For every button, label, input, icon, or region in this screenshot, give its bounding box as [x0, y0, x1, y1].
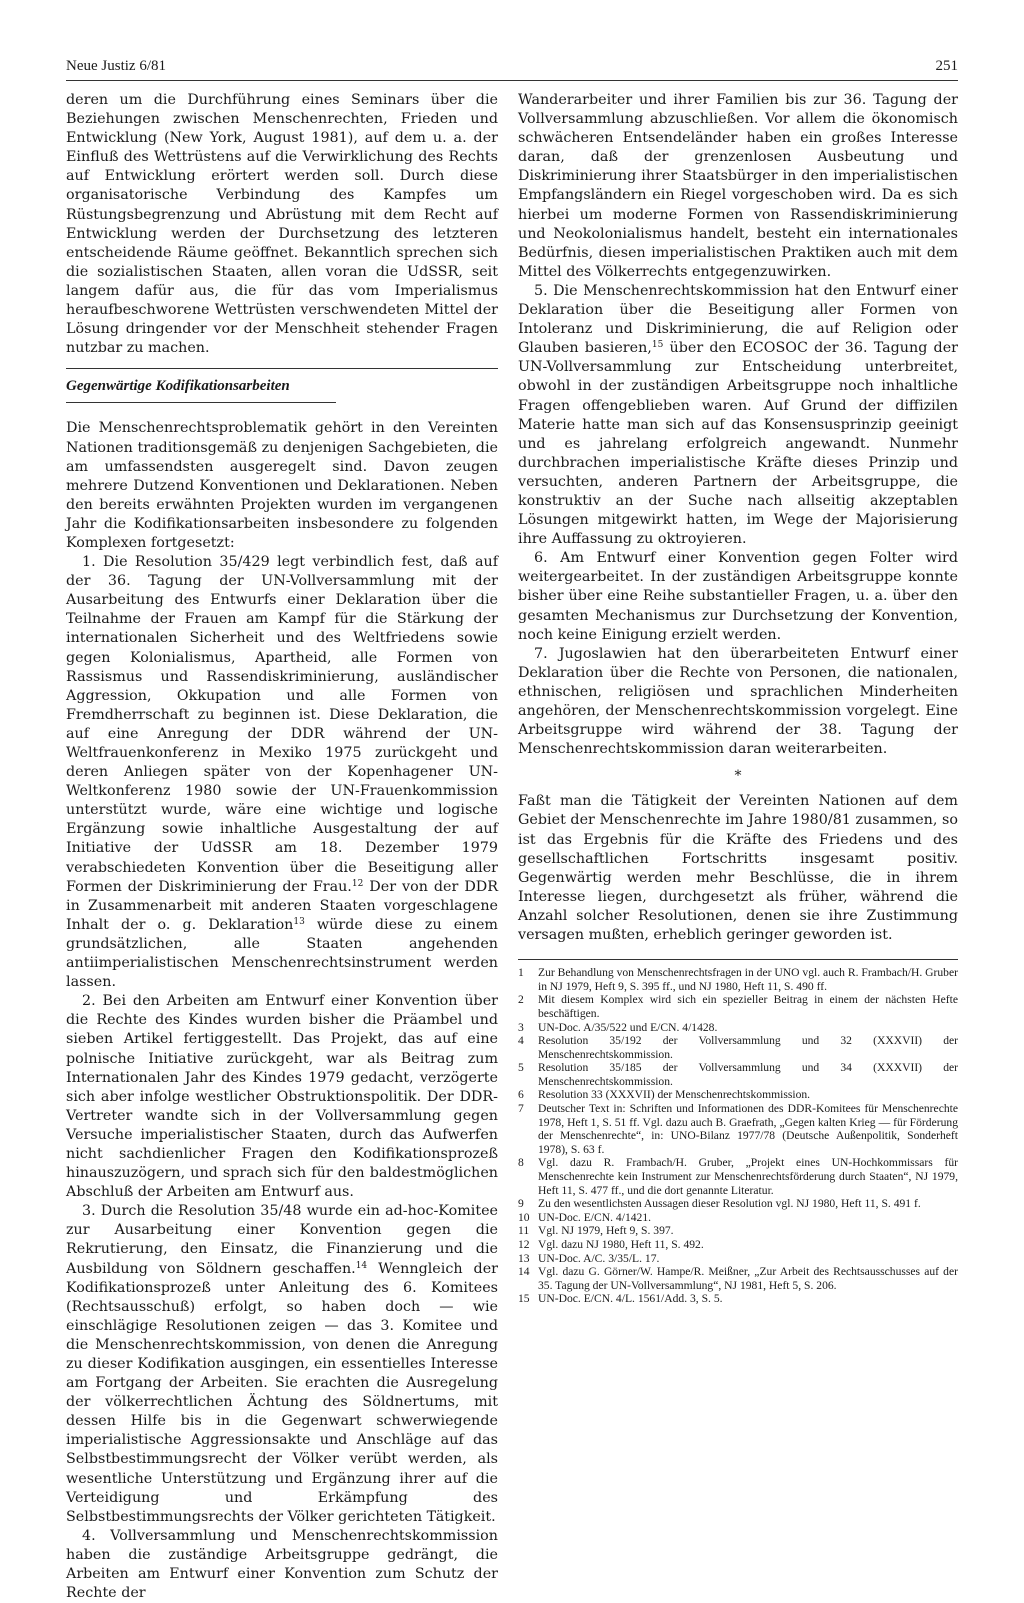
footnote-item [518, 1211, 958, 1225]
left-column [66, 91, 498, 1603]
paragraph: deren um die Durchführung eines Seminars über die Beziehungen zwischen Menschenrechten, Frieden und Entwicklung (New York, August 1981), auf dem u. a. der Einfluß des Wettrüstens auf die Verwirklichung des Rechts auf Entwicklung erörtert werden soll. Durch diese organisatorische Verbindung des Kampfes um Rüstungsbegrenzung und Abrüstung mit dem Recht auf Entwicklung werden der Durchsetzung des letzteren entscheidende Räume geöffnet. Bekanntlich sprechen sich die sozialistischen Staaten, allen voran die UdSSR, seit langem dafür aus, die für das vom Imperialismus heraufbeschworene Wettrüsten verschwendeten Mittel der Lösung dringender vor der Menschheit stehender Fragen nutzbar zu machen. [66, 92, 498, 357]
footnote-text: UN-Doc. E/CN. 4/1421. [538, 1210, 652, 1224]
footnote-rule [518, 959, 958, 960]
right-column [518, 91, 958, 1306]
footnote-item [518, 1088, 958, 1102]
paragraph: Die Menschenrechtsproblematik gehört in den Vereinten Nationen traditionsgemäß zu denjenigen Sachgebieten, die am umfassendsten ausgeregelt sind. Davon zeugen mehrere Dutzend Konventionen und Deklarationen. Neben den bereits erwähnten Projekten wurden im vergangenen Jahr die Kodifikationsarbeiten insbesondere zu folgenden Komplexen fortgesetzt: [66, 420, 498, 551]
paragraph [66, 553, 498, 992]
footnote-item [518, 1238, 958, 1252]
header-rule [66, 80, 958, 81]
footnote-text: UN-Doc. A/35/522 und E/CN. 4/1428. [538, 1020, 718, 1034]
footnotes [518, 966, 958, 1306]
footnote-number: 13 [518, 1251, 530, 1265]
footnote-item [518, 1102, 958, 1156]
footnote-number: 10 [518, 1210, 530, 1224]
footnote-number: 6 [518, 1088, 524, 1102]
paragraph: 2. Bei den Arbeiten am Entwurf einer Konvention über die Rechte des Kindes wurden bisher die Präambel und sieben Artikel fertiggestellt. Das Projekt, das auf eine polnische Initiative zurückgeht, war als Beitrag zum Internationalen Jahr des Kindes 1979 gedacht, verzögerte sich aber infolge westlicher Obstruktionspolitik. Der DDR-Vertreter wandte sich in der Vollversammlung gegen Versuche imperialistischer Staaten, durch das Aufwerfen nicht sachdienlicher Fragen den Kodifikationsprozeß hinauszuzögern, und sprach sich für den baldestmöglichen Abschluß der Arbeiten am Entwurf aus. [66, 993, 498, 1201]
footnote-number: 15 [518, 1292, 530, 1306]
page-header [66, 58, 958, 80]
paragraph: 6. Am Entwurf einer Konvention gegen Folter wird weitergearbeitet. In der zuständigen Arbeitsgruppe konnte bisher über eine Reihe substantieller Fragen, u. a. über den gesamten Mechanismus zur Durchsetzung der Konvention, noch keine Einigung erzielt werden. [518, 550, 958, 643]
footnote-item [518, 993, 958, 1020]
footnote-item [518, 1224, 958, 1238]
footnote-text: Vgl. NJ 1979, Heft 9, S. 397. [538, 1224, 674, 1238]
section-heading-text: Gegenwärtige Kodifikationsarbeiten [66, 378, 290, 395]
footnote-text: UN-Doc. E/CN. 4/L. 1561/Add. 3, S. 5. [538, 1292, 723, 1306]
footnote-item [518, 1252, 958, 1266]
paragraph-text: würde diese zu einem grundsätzlichen, alle Staaten angehenden antiimperialistischen Menschenrechtsinstrument werden lassen. [66, 916, 498, 991]
paragraph: 4. Vollversammlung und Menschenrechtskommission haben die zuständige Arbeitsgruppe gedrängt, die Arbeiten am Entwurf einer Konvention zum Schutz der Rechte der [66, 1527, 498, 1602]
paragraph-text: Der von der DDR in Zusammenarbeit mit anderen Staaten vorgeschlagene Inhalt der o. g. Deklaration [66, 878, 499, 933]
paragraph-text: Wenngleich der Kodifikationsprozeß unter Anleitung des 6. Komitees (Rechtsausschuß) erfolgt, so haben doch — wie einschlägige Resolutionen zeigen — das 3. Komitee und die Menschenrechtskommission, von denen die Anregung zu dieser Kodifikation ausgingen, ein essentielles Interesse am Fortgang der Arbeiten. Sie erachten die Ausregelung der völkerrechtlichen Ächtung des Söldnertums, mit dessen Hilfe bis in die Gegenwart schwerwiegende imperialistische Aggressionsakte und Anschläge auf das Selbstbestimmungsrecht der Völker verübt werden, als wesentliche Unterstützung und Ergänzung ihrer auf die Verteidigung und Erkämpfung des Selbstbestimmungsrechts der Völker gerichteten Tätigkeit. [66, 1260, 498, 1525]
footnote-text: Resolution 33 (XXXVII) der Menschenrechtskommission. [538, 1088, 811, 1102]
footnote-item [518, 1021, 958, 1035]
section-heading-underline [66, 402, 336, 403]
footnote-text: Vgl. dazu R. Frambach/H. Gruber, „Projekt eines UN-Hochkommissars für Menschenrechte kein Instrument zur Menschenrechtsförderung durch Staaten“, NJ 1979, Heft 11, S. 477 ff., und die dort genannte Literatur. [538, 1156, 958, 1197]
footnote-item [518, 1292, 958, 1306]
journal-title: Neue Justiz 6/81 [66, 58, 166, 74]
footnote-item [518, 1034, 958, 1061]
footnote-number: 2 [518, 993, 524, 1007]
paragraph-text: 5. Die Menschenrechtskommission hat den Entwurf einer Deklaration über die Beseitigung aller Formen von Intoleranz und Diskriminierung, die auf Religion oder Glauben basieren, [518, 282, 958, 357]
footnote-item [518, 1265, 958, 1292]
paragraph [66, 1202, 498, 1527]
footnote-number: 5 [518, 1061, 524, 1075]
footnote-item [518, 1156, 958, 1197]
footnote-text: Zur Behandlung von Menschenrechtsfragen in der UNO vgl. auch R. Frambach/H. Gruber in NJ 1979, Heft 9, S. 395 ff., und NJ 1980, Heft 11, S. 490 ff. [538, 966, 958, 993]
footnote-item [518, 1061, 958, 1088]
footnote-number: 3 [518, 1020, 524, 1034]
footnote-text: Vgl. dazu G. Görner/W. Hampe/R. Meißner, „Zur Arbeit des Rechtsausschusses auf der 35. Tagung der UN-Vollversammlung“, NJ 1981, Heft 5, S. 206. [538, 1265, 958, 1292]
footnote-text: Mit diesem Komplex wird sich ein spezieller Beitrag in einem der nächsten Hefte beschäftigen. [538, 993, 958, 1020]
footnote-text: UN-Doc. A/C. 3/35/L. 17. [538, 1251, 660, 1265]
paragraph: 7. Jugoslawien hat den überarbeiteten Entwurf einer Deklaration über die Rechte von Personen, die nationalen, ethnischen, religiösen und sprachlichen Minderheiten angehören, der Menschenrechtskommission vorgelegt. Eine Arbeitsgruppe wird während der 38. Tagung der Menschenrechtskommission daran weiterarbeiten. [518, 645, 958, 758]
footnote-number: 8 [518, 1156, 524, 1170]
footnote-number: 9 [518, 1197, 524, 1211]
footnote-number: 1 [518, 966, 524, 980]
footnote-text: Zu den wesentlichsten Aussagen dieser Resolution vgl. NJ 1980, Heft 11, S. 491 f. [538, 1197, 921, 1211]
footnote-text: Resolution 35/185 der Vollversammlung und 34 (XXXVII) der Menschenrechtskommission. [538, 1061, 958, 1088]
page-number: 251 [935, 58, 958, 74]
footnote-number: 14 [518, 1265, 530, 1279]
paragraph: Faßt man die Tätigkeit der Vereinten Nationen auf dem Gebiet der Menschenrechte im Jahre 1980/81 zusammen, so ist das Ergebnis für die Kräfte des Friedens und des gesellschaftlichen Fortschritts insgesamt positiv. Gegenwärtig werden mehr Beschlüsse, die in ihrem Interesse liegen, durchgesetzt als früher, während die Anzahl solcher Resolutionen, denen sie ihre Zustimmung versagen mußten, erheblich geringer geworden ist. [518, 793, 958, 944]
footnote-text: Vgl. dazu NJ 1980, Heft 11, S. 492. [538, 1238, 704, 1251]
footnote-ref: 12 [351, 878, 364, 889]
footnote-text: Deutscher Text in: Schriften und Informationen des DDR-Komitees für Menschenrechte 1978, Heft 1, S. 51 ff. Vgl. dazu auch B. Graefrath, „Gegen kalten Krieg — für Förderung der Menschenrechte“, in: UNO-Bilanz 1977/78 (Deutsche Außenpolitik, Sonderheft 1978), S. 63 f. [538, 1102, 958, 1156]
footnote-number: 7 [518, 1102, 524, 1116]
footnote-ref: 13 [293, 916, 305, 927]
paragraph-text: 1. Die Resolution 35/429 legt verbindlich fest, daß auf der 36. Tagung der UN-Vollversammlung mit der Ausarbeitung des Entwurfs einer Deklaration über die Teilnahme der Frauen am Kampf für die Stärkung der internationalen Sicherheit und des Weltfriedens sowie gegen Kolonialismus, Apartheid, alle Formen von Rassismus und Rassendiskriminierung, ausländischer Aggression, Okkupation und alle Formen von Fremdherrschaft zu beginnen ist. Diese Deklaration, die auf eine Anregung der DDR während der UN-Weltfrauenkonferenz in Mexiko 1975 zurückgeht und deren Anliegen später von der Kopenhagener UN-Weltkonferenz 1980 sowie der UN-Frauenkommission unterstützt wurde, wäre eine wichtige und logische Ergänzung sowie inhaltliche Ausgestaltung der auf Initiative der UdSSR am 18. Dezember 1979 verabschiedeten Konvention über die Beseitigung aller Formen der Diskriminierung der Frau. [66, 554, 498, 895]
footnote-text: Resolution 35/192 der Vollversammlung und 32 (XXXVII) der Menschenrechtskommission. [538, 1034, 958, 1061]
footnote-item [518, 1197, 958, 1211]
footnote-ref: 15 [651, 340, 664, 351]
paragraph-text: 3. Durch die Resolution 35/48 wurde ein ad-hoc-Komitee zur Ausarbeitung einer Konvention gegen die Rekrutierung, den Einsatz, die Finanzierung und die Ausbildung von Söldnern geschaffen. [66, 1203, 498, 1277]
paragraph-text: über den ECOSOC der 36. Tagung der UN-Vollversammlung zur Entscheidung unterbreitet, obwohl in der zuständigen Arbeitsgruppe noch inhaltliche Fragen offengeblieben waren. Auf Grund der diffizilen Materie hatte man sich auf das Konsensusprinzip geeinigt und es jahrelang erfolgreich angewandt. Nunmehr durchbrachen imperialistische Kräfte dieses Prinzip und versuchten, anderen Partnern der Arbeitsgruppe, die konstruktiv an der Suche nach allseitig akzeptablen Lösungen mitgewirkt hatten, im Wege der Majorisierung ihre Auffassung zu oktroyieren. [518, 340, 959, 548]
footnote-ref: 14 [355, 1260, 368, 1271]
section-separator-asterisk: * [734, 768, 742, 785]
footnote-number: 11 [518, 1224, 530, 1238]
section-heading [66, 368, 498, 403]
paragraph [518, 282, 958, 549]
footnote-number: 12 [518, 1238, 530, 1251]
paragraph: Wanderarbeiter und ihrer Familien bis zur 36. Tagung der Vollversammlung abzuschließen. Vor allem die ökonomisch schwächeren Entsendeländer haben ein großes Interesse daran, daß der grenzenlosen Ausbeutung und Diskriminierung ihrer Staatsbürger in den imperialistischen Empfangsländern ein Riegel vorgeschoben wird. Da es sich hierbei um moderne Formen von Rassendiskriminierung und Neokolonialismus handelt, besteht ein internationales Bedürfnis, diesen imperialistischen Praktiken auch mit dem Mittel des Völkerrechts entgegenzuwirken. [518, 92, 958, 280]
footnote-number: 4 [518, 1034, 524, 1048]
footnote-item [518, 966, 958, 993]
